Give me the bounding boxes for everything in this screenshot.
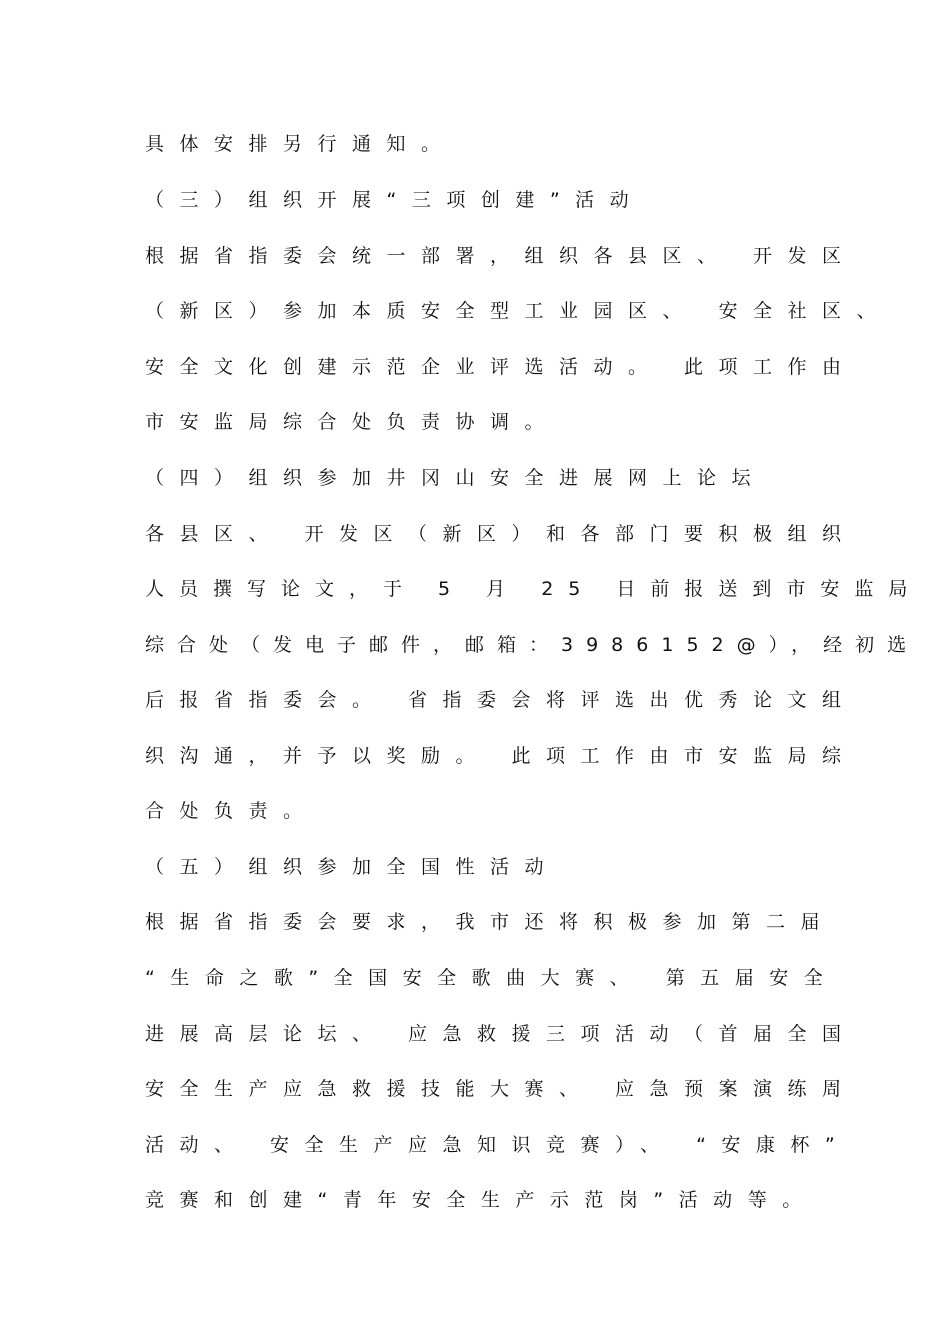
section-heading-five: （五）组织参加全国性活动 [145,856,560,878]
section-heading-four: （四）组织参加井冈山安全进展网上论坛 [145,467,767,489]
paragraph-line: 安全文化创建示范企业评选活动。 此项工作由 [145,356,857,378]
paragraph-line: 市安监局综合处负责协调。 [145,411,560,433]
paragraph-line: 合处负责。 [145,800,318,822]
paragraph-line: 各县区、 开发区（新区）和各部门要积极组织 [145,523,857,545]
paragraph-line: 竞赛和创建“青年安全生产示范岗”活动等。 [145,1189,817,1211]
paragraph-line: 织沟通，并予以奖励。 此项工作由市安监局综 [145,745,857,767]
paragraph-line: 根据省指委会要求，我市还将积极参加第二届 [145,911,836,933]
paragraph-line: 人员撰写论文，于 5 月 25 日前报送到市安监局 [145,578,923,600]
paragraph-line: 进展高层论坛、 应急救援三项活动（首届全国 [145,1023,857,1045]
paragraph-line: 具体安排另行通知。 [145,133,456,155]
paragraph-line: 后报省指委会。 省指委会将评选出优秀论文组 [145,689,857,711]
section-heading-three: （三）组织开展“三项创建”活动 [145,189,645,211]
paragraph-line: （新区）参加本质安全型工业园区、 安全社区、 [145,300,892,322]
paragraph-line: 活动、 安全生产应急知识竞赛）、 “安康杯” [145,1134,851,1156]
paragraph-line: 根据省指委会统一部署，组织各县区、 开发区 [145,245,857,267]
paragraph-line: 综合处（发电子邮件，邮箱：3986152@），经初选 [145,634,920,656]
paragraph-line: “生命之歌”全国安全歌曲大赛、 第五届安全 [145,967,839,989]
paragraph-line: 安全生产应急救援技能大赛、 应急预案演练周 [145,1078,857,1100]
